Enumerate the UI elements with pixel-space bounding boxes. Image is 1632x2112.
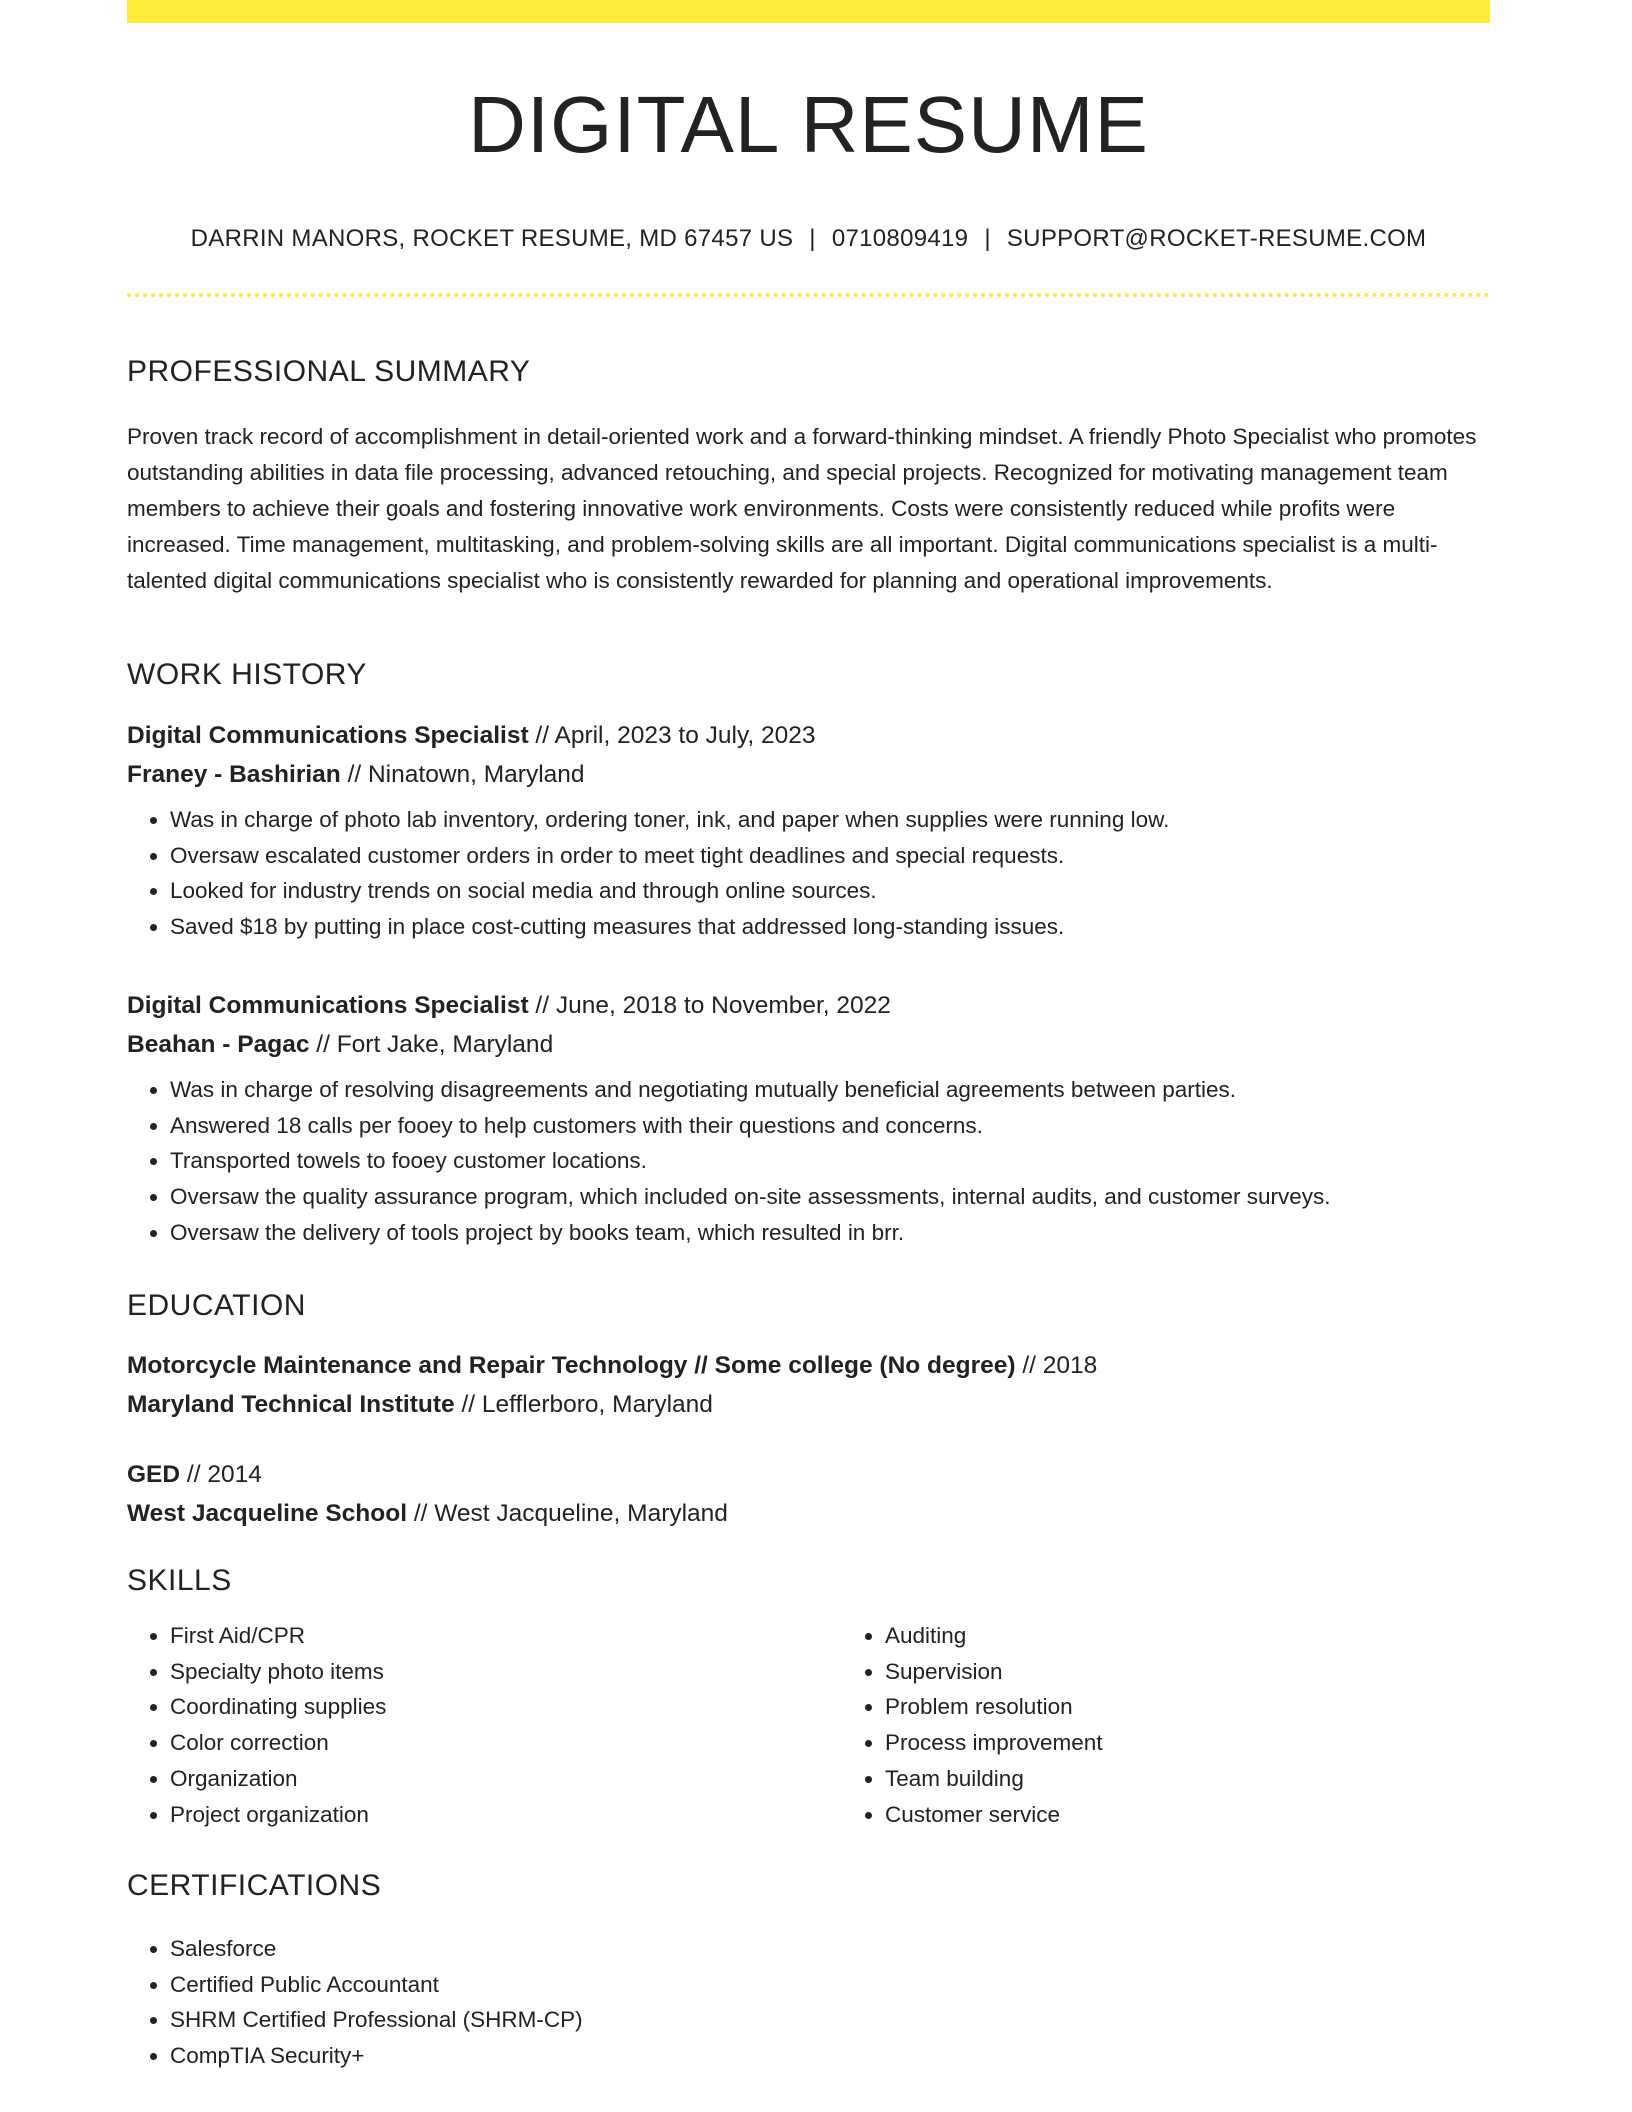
contact-address: DARRIN MANORS, ROCKET RESUME, MD 67457 US xyxy=(190,225,794,252)
skills-right-column xyxy=(842,1618,1557,1832)
contact-phone: 0710809419 xyxy=(831,225,969,252)
list-item: • Looked for industry trends on social media and through online sources. xyxy=(170,873,1490,909)
list-item: • Specialty photo items xyxy=(170,1654,842,1690)
contact-separator: | xyxy=(984,225,991,252)
summary-section xyxy=(127,357,1490,599)
list-item: • Answered 18 calls per fooey to help customers with their questions and concerns. xyxy=(170,1108,1490,1144)
resume-page xyxy=(127,0,1490,2069)
skills-section xyxy=(127,1566,1490,1596)
list-item: • Team building xyxy=(885,1761,1557,1797)
list-item: • Customer service xyxy=(885,1797,1557,1833)
dotted-divider xyxy=(127,293,1490,297)
list-item: • Saved $18 by putting in place cost-cutting measures that addressed long-standing issues. xyxy=(170,909,1490,945)
job-entry xyxy=(127,986,1490,1251)
list-item: • First Aid/CPR xyxy=(170,1618,842,1654)
job-company: Beahan - Pagac // Fort Jake, Maryland xyxy=(127,1031,554,1058)
job-company: Franey - Bashirian // Ninatown, Maryland xyxy=(127,761,585,788)
accent-bar xyxy=(127,0,1490,23)
skills-left-column xyxy=(127,1618,842,1832)
list-item: • Was in charge of photo lab inventory, ordering toner, ink, and paper when supplies were running low. xyxy=(170,802,1490,838)
list-item: • Project organization xyxy=(170,1797,842,1833)
list-item: • Problem resolution xyxy=(885,1689,1557,1725)
certifications-list xyxy=(127,1923,1490,2074)
list-item: • CompTIA Security+ xyxy=(170,2038,1490,2074)
list-item: • Transported towels to fooey customer locations. xyxy=(170,1143,1490,1179)
contact-separator: | xyxy=(809,225,816,252)
list-item: • SHRM Certified Professional (SHRM-CP) xyxy=(170,2002,1490,2038)
certifications-section xyxy=(127,1871,1490,1901)
work-history-section xyxy=(127,660,1490,690)
list-item: • Process improvement xyxy=(885,1725,1557,1761)
list-item: • Coordinating supplies xyxy=(170,1689,842,1725)
education-entry xyxy=(127,1346,1490,1424)
section-heading: PROFESSIONAL SUMMARY xyxy=(127,355,531,388)
job-title: Digital Communications Specialist // June, 2018 to November, 2022 xyxy=(127,992,891,1019)
list-item: • Oversaw escalated customer orders in order to meet tight deadlines and special requests. xyxy=(170,838,1490,874)
education-degree: Motorcycle Maintenance and Repair Technology // Some college (No degree) // 2018 xyxy=(127,1352,1098,1379)
contact-line xyxy=(127,227,1490,251)
certifications-bullets xyxy=(127,1931,1490,2074)
list-item: • Color correction xyxy=(170,1725,842,1761)
list-item: • Certified Public Accountant xyxy=(170,1967,1490,2003)
list-item: • Supervision xyxy=(885,1654,1557,1690)
list-item: • Oversaw the quality assurance program, which included on-site assessments, internal audits, and customer surveys. xyxy=(170,1179,1490,1215)
job-bullets xyxy=(127,802,1490,945)
education-degree: GED // 2014 xyxy=(127,1461,262,1488)
summary-text: Proven track record of accomplishment in detail-oriented work and a forward-thinking mindset. A friendly Photo Specialist who promotes outstanding abilities in data file processing, advanced retouching, and special projects. Recognized for motivating management team members to achieve their goals and fostering innovative work environments. Costs were consistently reduced while profits were increased. Time management, multitasking, and problem-solving skills are all important. Digital communications specialist is a multi-talented digital communications specialist who is consistently rewarded for planning and operational improvements. xyxy=(127,424,1477,593)
section-heading: EDUCATION xyxy=(127,1289,306,1322)
list-item: • Organization xyxy=(170,1761,842,1797)
section-heading: SKILLS xyxy=(127,1564,232,1597)
list-item: • Salesforce xyxy=(170,1931,1490,1967)
job-title: Digital Communications Specialist // April, 2023 to July, 2023 xyxy=(127,722,816,749)
list-item: • Was in charge of resolving disagreements and negotiating mutually beneficial agreements between parties. xyxy=(170,1072,1490,1108)
resume-title: DIGITAL RESUME xyxy=(468,80,1149,169)
education-school: Maryland Technical Institute // Lefflerboro, Maryland xyxy=(127,1391,713,1418)
list-item: • Oversaw the delivery of tools project by books team, which resulted in brr. xyxy=(170,1215,1490,1251)
education-section xyxy=(127,1291,1490,1321)
contact-email: SUPPORT@ROCKET-RESUME.COM xyxy=(1006,225,1427,252)
skills-lists xyxy=(127,1618,1490,1832)
section-heading: WORK HISTORY xyxy=(127,658,367,691)
job-bullets xyxy=(127,1072,1490,1251)
list-item: • Auditing xyxy=(885,1618,1557,1654)
education-school: West Jacqueline School // West Jacqueline, Maryland xyxy=(127,1500,728,1527)
section-heading: CERTIFICATIONS xyxy=(127,1869,382,1902)
job-entry xyxy=(127,716,1490,945)
education-entry xyxy=(127,1455,1490,1533)
